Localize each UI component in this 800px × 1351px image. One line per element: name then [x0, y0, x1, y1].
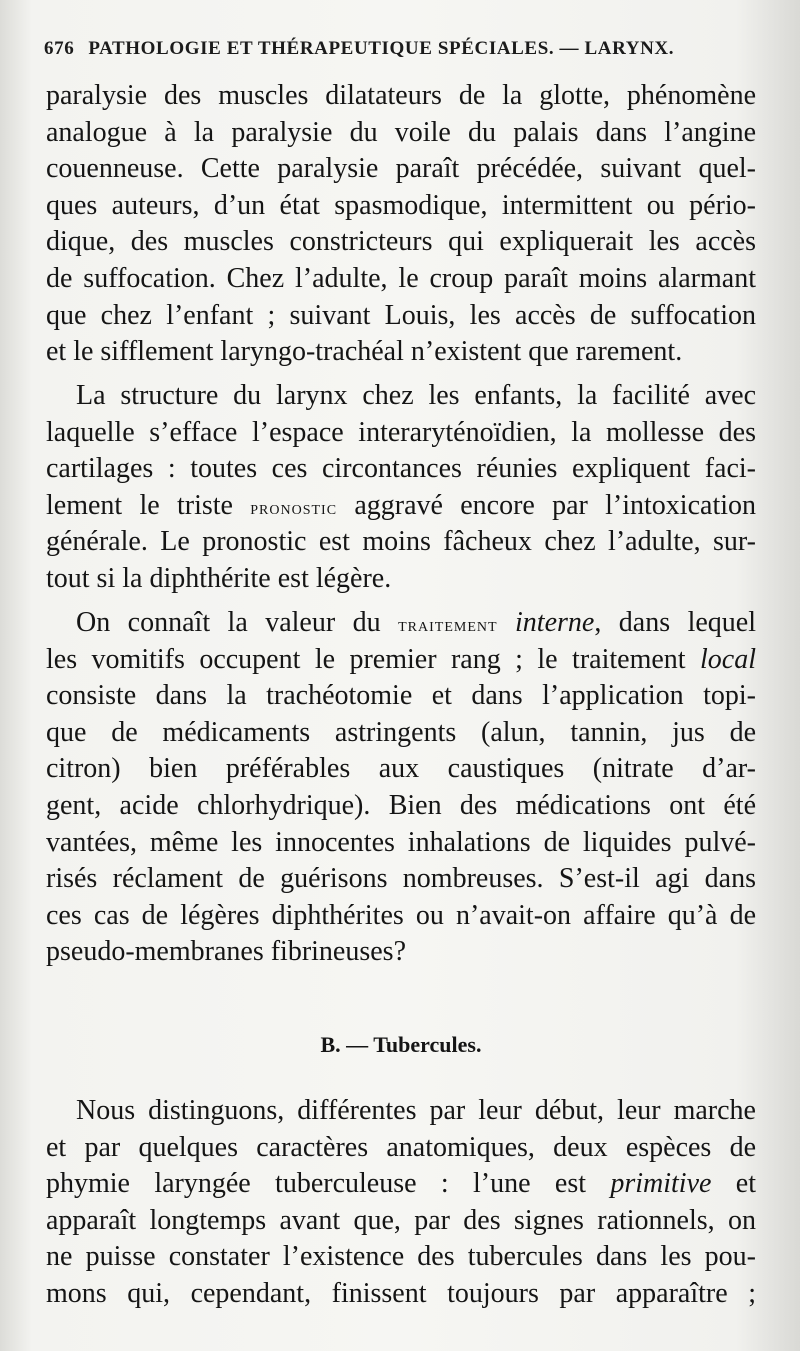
running-header — [44, 38, 756, 66]
text-line: paralysie des muscles dilatateurs de la glotte, phénomène — [46, 80, 756, 111]
page-number: 676 — [44, 38, 75, 59]
text-line: risés réclament de guérisons nombreuses. S’est-il agi dans — [46, 863, 756, 895]
text-segment: aggravé encore par l’intoxication — [337, 489, 757, 521]
text-segment: , dans lequel — [594, 607, 756, 638]
text-line: cartilages : toutes ces circontances réunies expliquent faci- — [46, 453, 756, 485]
text-line: que de médicaments astringents (alun, tannin, jus de — [46, 716, 756, 748]
paragraph-2 — [46, 378, 756, 598]
text-line: citron) bien préférables aux caustiques (nitrate d’ar- — [46, 753, 756, 785]
section-heading: B. — Tubercules. — [320, 1032, 482, 1057]
text-line: vantées, même les innocentes inhalations de liquides pulvé- — [46, 826, 756, 858]
text-line: que chez l’enfant ; suivant Louis, les accès de suffocation — [46, 299, 756, 331]
text-segment: et — [711, 1168, 756, 1200]
italic-term: primitive — [610, 1168, 712, 1200]
paragraph-1 — [46, 78, 756, 371]
text-line: de suffocation. Chez l’adulte, le croup paraît moins alarmant — [46, 262, 756, 294]
text-line: ces cas de légères diphthérites ou n’avait-on affaire qu’à de — [46, 899, 756, 931]
text-line: dique, des muscles constricteurs qui expliquerait les accès — [46, 226, 756, 258]
text-line: consiste dans la trachéotomie et dans l’application topi- — [46, 680, 756, 712]
text-line: pseudo-membranes fibrineuses? — [46, 936, 406, 968]
text-line: Nous distinguons, différentes par leur début, leur marche — [76, 1095, 756, 1126]
running-title: PATHOLOGIE ET THÉRAPEUTIQUE SPÉCIALES. — LARYNX. — [88, 38, 675, 59]
paragraph-4 — [46, 1093, 756, 1313]
text-line: gent, acide chlorhydrique). Bien des médications ont été — [46, 789, 756, 821]
paragraph-3 — [46, 605, 756, 971]
text-line: couenneuse. Cette paralysie paraît précédée, suivant quel- — [46, 153, 756, 185]
text-line: ques auteurs, d’un état spasmodique, intermittent ou pério- — [46, 189, 756, 221]
text-line: et le sifflement laryngo-trachéal n’existent que rarement. — [46, 336, 683, 368]
text-segment: lement le triste — [46, 489, 251, 521]
text-segment: phymie laryngée tuberculeuse : l’une est — [46, 1168, 611, 1200]
text-line — [46, 488, 756, 525]
text-line: et par quelques caractères anatomiques, deux espèces de — [46, 1131, 756, 1163]
text-segment: les vomitifs occupent le premier rang ; le traitement — [46, 643, 700, 675]
text-line: générale. Le pronostic est moins fâcheux chez l’adulte, sur- — [46, 526, 756, 558]
keyword-pronostic: pronostic — [250, 496, 338, 519]
text-line: apparaît longtemps avant que, par des signes rationnels, on — [46, 1204, 756, 1236]
text-line: laquelle s’efface l’espace interaryténoïdien, la mollesse des — [46, 416, 756, 448]
text-line: analogue à la paralysie du voile du palais dans l’angine — [46, 116, 756, 148]
italic-term: interne — [515, 607, 595, 638]
text-line: La structure du larynx chez les enfants, la facilité avec — [76, 380, 756, 411]
text-line: tout si la diphthérite est légère. — [46, 562, 392, 594]
text-line — [46, 642, 756, 679]
text-line: ne puisse constater l’existence des tubercules dans les pou- — [46, 1241, 756, 1273]
text-line — [46, 1166, 756, 1203]
text-segment: On connaît la valeur du — [76, 607, 399, 638]
keyword-traitement: traitement — [398, 614, 498, 636]
italic-term: local — [700, 643, 756, 675]
text-line: mons qui, cependant, finissent toujours par apparaître ; — [46, 1277, 756, 1309]
text-line — [46, 605, 756, 642]
